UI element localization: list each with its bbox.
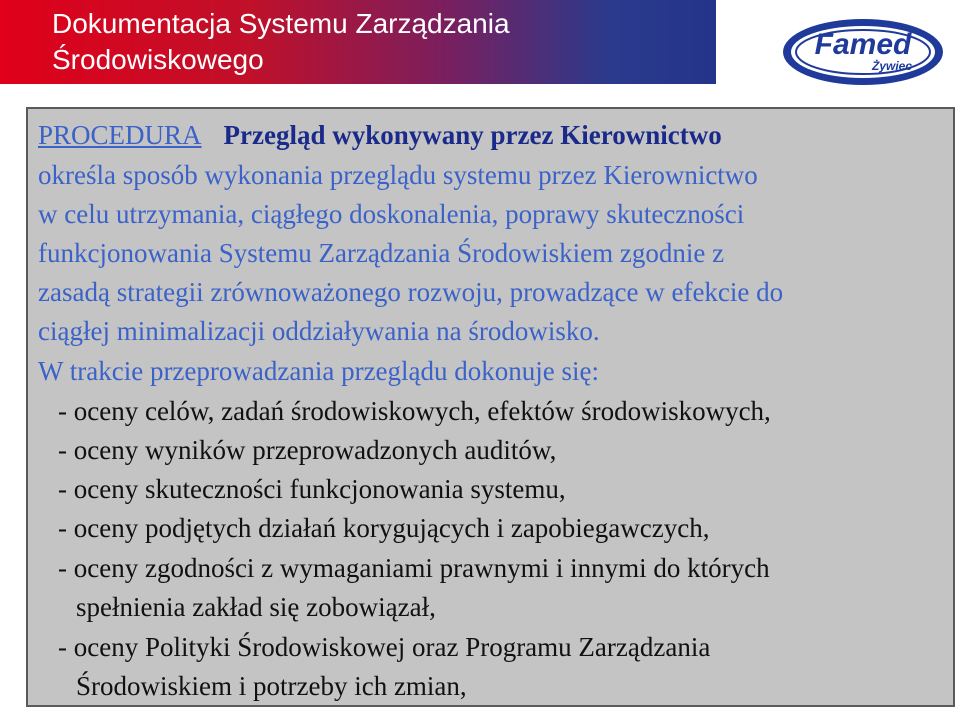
review-item-5-continuation: spełnienia zakład się zobowiązał, bbox=[76, 592, 436, 622]
page-title-line-1: Dokumentacja Systemu Zarządzania bbox=[52, 8, 510, 39]
page-title-line-2: Środowiskowego bbox=[52, 44, 264, 75]
review-item-6: - oceny Polityki Środowiskowej oraz Programu Zarządzania bbox=[58, 632, 711, 662]
description-line-4: zasadą strategii zrównoważonego rozwoju, prowadzące w efekcie do bbox=[38, 277, 784, 307]
header-banner bbox=[0, 0, 716, 84]
logo-graphic bbox=[780, 16, 946, 88]
review-item-6-continuation: Środowiskiem i potrzeby ich zmian, bbox=[76, 671, 467, 701]
logo-text-sub: Żywiec bbox=[871, 59, 913, 73]
description-line-2: w celu utrzymania, ciągłego doskonalenia, poprawy skuteczności bbox=[38, 199, 745, 229]
description-line-5: ciągłej minimalizacji oddziaływania na środowisko. bbox=[38, 316, 600, 346]
logo-text-main: Famed bbox=[814, 28, 912, 61]
review-item-1: - oceny celów, zadań środowiskowych, efektów środowiskowych, bbox=[58, 396, 771, 426]
review-item-5: - oceny zgodności z wymaganiami prawnymi i innymi do których bbox=[58, 553, 770, 583]
procedure-heading bbox=[38, 119, 722, 151]
procedure-title: Przegląd wykonywany przez Kierownictwo bbox=[223, 120, 722, 150]
procedure-content-box bbox=[26, 107, 955, 707]
review-intro: W trakcie przeprowadzania przeglądu dokonuje się: bbox=[38, 356, 600, 386]
review-item-2: - oceny wyników przeprowadzonych auditów, bbox=[58, 435, 557, 465]
description-line-3: funkcjonowania Systemu Zarządzania Środowiskiem zgodnie z bbox=[38, 238, 725, 268]
famed-zywiec-logo-icon bbox=[780, 16, 946, 88]
review-item-3: - oceny skuteczności funkcjonowania systemu, bbox=[58, 474, 566, 504]
description-line-1: określa sposób wykonania przeglądu systemu przez Kierownictwo bbox=[38, 160, 758, 190]
page-title bbox=[52, 6, 702, 78]
procedure-label: PROCEDURA bbox=[38, 120, 202, 150]
review-item-4: - oceny podjętych działań korygujących i zapobiegawczych, bbox=[58, 513, 710, 543]
